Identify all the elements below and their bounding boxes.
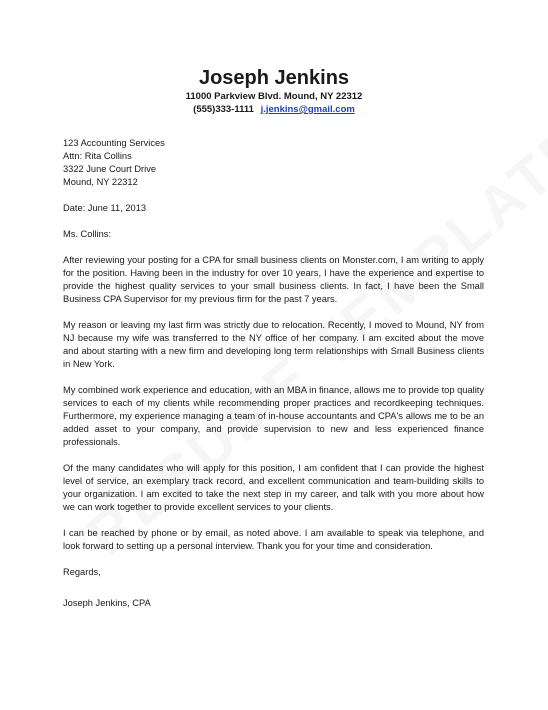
sender-name: Joseph Jenkins	[198, 67, 350, 89]
signature: Joseph Jenkins, CPA	[63, 598, 151, 608]
paragraph: After reviewing your posting for a CPA for small business clients on Monster.com, I am writing to apply for the position. Having been in the industry for over 10 years, I have the experience and expertise to provide the highest quality services to your small business clients. In fact, I have been the Small Business CPA Supervisor for my previous firm for the past 7 years.	[63, 255, 484, 304]
letterhead	[0, 66, 548, 116]
letter-body	[63, 137, 484, 579]
sender-email-link[interactable]: j.jenkins@gmail.com	[260, 104, 355, 115]
sender-address: 11000 Parkview Blvd. Mound, NY 22312	[185, 91, 363, 102]
recipient-company: 123 Accounting Services	[63, 138, 165, 148]
sender-phone: (555)333-1111	[193, 104, 254, 115]
sender-contact	[0, 103, 548, 116]
recipient-attn: Attn: Rita Collins	[63, 151, 132, 161]
recipient-street: 3322 June Court Drive	[63, 164, 157, 174]
recipient-city: Mound, NY 22312	[63, 177, 138, 187]
salutation: Ms. Collins:	[63, 229, 112, 239]
recipient-block	[63, 137, 484, 189]
paragraph: Of the many candidates who will apply for this position, I am confident that I can provide the highest level of service, an exemplary track record, and excellent communication and team-building skills to your organization. I am excited to take the next step in my career, and talk with you more about how we can work together to provide excellent services to your clients.	[63, 463, 484, 512]
paragraph: My combined work experience and education, with an MBA in finance, allows me to provide top quality services to each of my clients while recommending proper practices and recordkeeping techniques. Furthermore, my experience managing a team of in-house accountants and CPA's allows me to be an added asset to your company, and provide supervision to new and less experienced finance professionals.	[63, 385, 484, 447]
paragraph: My reason or leaving my last firm was strictly due to relocation. Recently, I moved to Mound, NY from NJ because my wife was transferred to the NY office of her company. I am excited about the move and about starting with a new firm and developing long term relationships with Small Business clients in New York.	[63, 320, 484, 369]
letter-date: Date: June 11, 2013	[63, 203, 147, 213]
paragraph: I can be reached by phone or by email, as noted above. I am available to speak via telephone, and look forward to setting up a personal interview. Thank you for your time and consideration.	[63, 528, 484, 551]
closing: Regards,	[63, 567, 101, 577]
